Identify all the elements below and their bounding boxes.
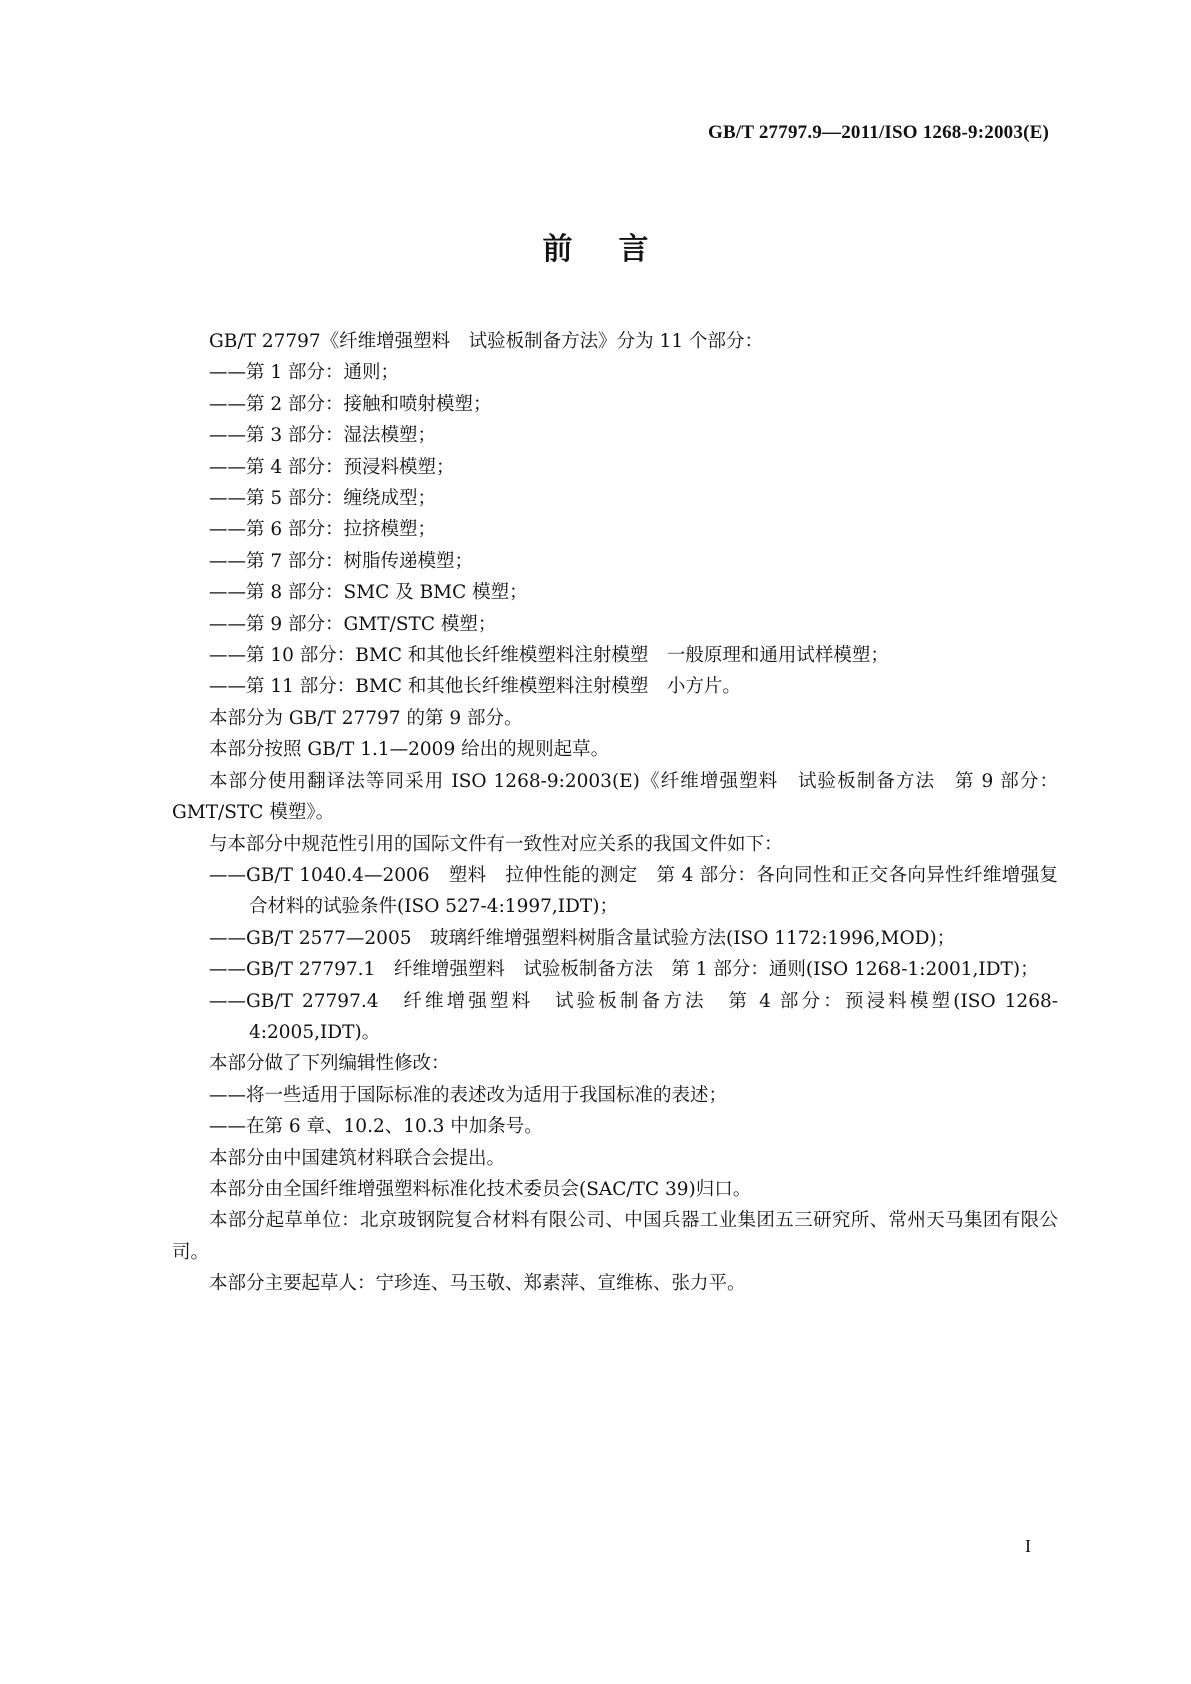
list-item: ——第 11 部分：BMC 和其他长纤维模塑料注射模塑 小方片。 — [209, 676, 741, 698]
drafting-rules-paragraph: 本部分按照 GB/T 1.1—2009 给出的规则起草。 — [209, 739, 610, 761]
list-item: ——第 4 部分：预浸料模塑； — [209, 456, 455, 478]
page-number: I — [1025, 1536, 1031, 1556]
list-item: ——GB/T 2577—2005 玻璃纤维增强塑料树脂含量试验方法(ISO 1172:1996,MOD)； — [209, 927, 956, 949]
managed-by-paragraph: 本部分由全国纤维增强塑料标准化技术委员会(SAC/TC 39)归口。 — [209, 1178, 752, 1200]
list-item: ——GB/T 27797.4 纤维增强塑料 试验板制备方法 第 4 部分：预浸料模塑(ISO 1268-4:2005,IDT)。 — [209, 990, 1058, 1043]
list-item: ——第 7 部分：树脂传递模塑； — [209, 550, 474, 572]
intro-paragraph: GB/T 27797《纤维增强塑料 试验板制备方法》分为 11 个部分： — [209, 331, 763, 352]
drafters-paragraph: 本部分主要起草人：宁珍连、马玉敬、郑素萍、宣维栋、张力平。 — [209, 1273, 746, 1295]
proposed-by-paragraph: 本部分由中国建筑材料联合会提出。 — [209, 1147, 506, 1169]
references-list — [172, 860, 1058, 1048]
edits-list — [172, 1080, 1058, 1143]
list-item: ——将一些适用于国际标准的表述改为适用于我国标准的表述； — [209, 1084, 728, 1106]
drafting-units-paragraph: 本部分起草单位：北京玻钢院复合材料有限公司、中国兵器工业集团五三研究所、常州天马集团有限公司。 — [172, 1210, 1058, 1263]
page-title: 前言 — [542, 232, 695, 267]
translation-paragraph: 本部分使用翻译法等同采用 ISO 1268-9:2003(E)《纤维增强塑料 试验板制备方法 第 9 部分：GMT/STC 模塑》。 — [172, 770, 1058, 824]
list-item: ——第 2 部分：接触和喷射模塑； — [209, 393, 492, 415]
list-item: ——第 10 部分：BMC 和其他长纤维模塑料注射模塑 一般原理和通用试样模塑； — [209, 645, 889, 667]
foreword-body — [172, 326, 1058, 1300]
list-item: ——GB/T 27797.1 纤维增强塑料 试验板制备方法 第 1 部分：通则(ISO 1268-1:2001,IDT)； — [209, 959, 1039, 981]
part-of-paragraph: 本部分为 GB/T 27797 的第 9 部分。 — [209, 707, 523, 729]
list-item: ——第 5 部分：缠绕成型； — [209, 488, 437, 510]
standard-code-header: GB/T 27797.9—2011/ISO 1268-9:2003(E) — [708, 122, 1049, 143]
list-item: ——第 9 部分：GMT/STC 模塑； — [209, 613, 497, 635]
list-item: ——第 8 部分：SMC 及 BMC 模塑； — [209, 582, 528, 604]
list-item: ——第 1 部分：通则； — [209, 362, 400, 384]
parts-list — [172, 357, 1058, 702]
list-item: ——在第 6 章、10.2、10.3 中加条号。 — [209, 1116, 543, 1138]
list-item: ——第 3 部分：湿法模塑； — [209, 425, 437, 447]
list-item: ——GB/T 1040.4—2006 塑料 拉伸性能的测定 第 4 部分：各向同性和正交各向异性纤维增强复合材料的试验条件(ISO 527-4:1997,IDT)； — [209, 864, 1058, 918]
edits-intro-paragraph: 本部分做了下列编辑性修改： — [209, 1053, 450, 1075]
list-item: ——第 6 部分：拉挤模塑； — [209, 519, 437, 541]
references-intro-paragraph: 与本部分中规范性引用的国际文件有一致性对应关系的我国文件如下： — [209, 833, 783, 855]
